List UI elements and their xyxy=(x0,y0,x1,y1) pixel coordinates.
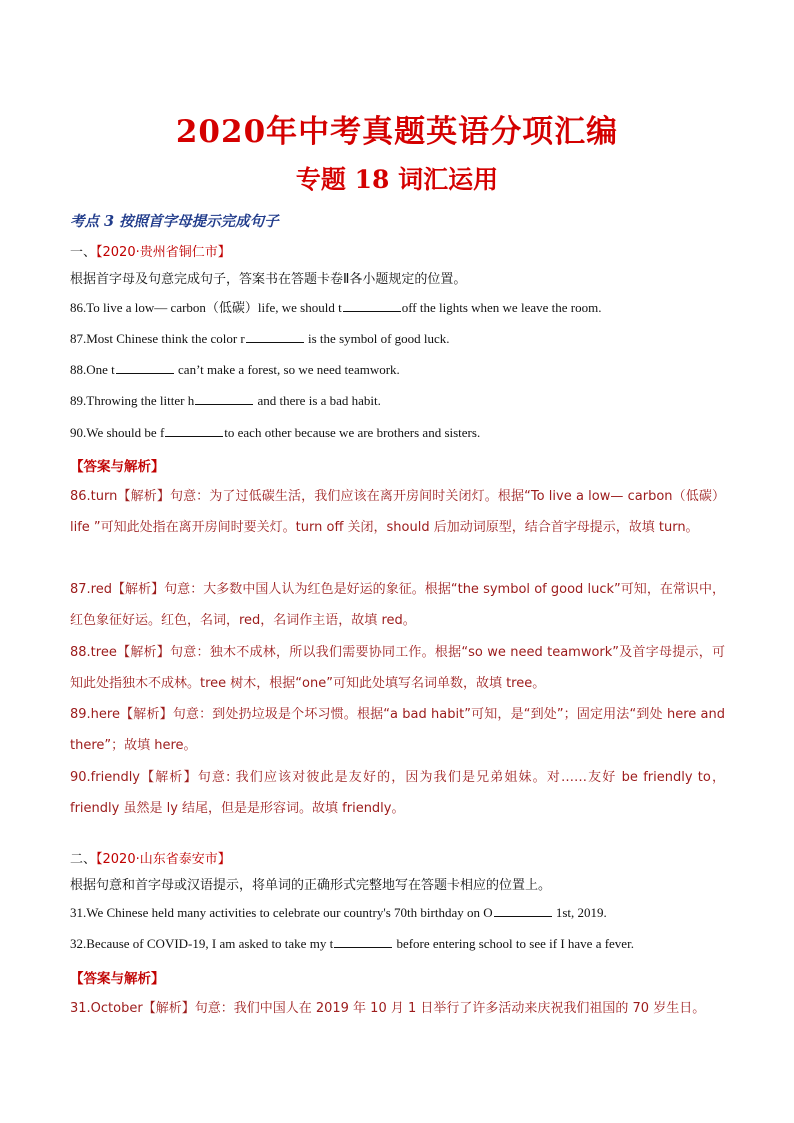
question-88 xyxy=(70,361,730,379)
question-31 xyxy=(70,904,730,922)
question-32-text: 32.Because of COVID-19, I am asked to take my t xyxy=(70,936,334,951)
part1-answer-header: 【答案与解析】 xyxy=(70,459,165,475)
part2-header-prefix: 二、 xyxy=(70,852,97,867)
part2-instruction: 根据句意和首字母或汉语提示，将单词的正确形式完整地写在答题卡相应的位置上。 xyxy=(70,878,552,893)
part1-instruction: 根据首字母及句意完成句子，答案书在答题卡卷Ⅱ各小题规定的位置。 xyxy=(70,272,467,287)
answer-89: 89.here【解析】句意：到处扔垃圾是个坏习惯。根据“a bad habit”可知，是“到处”；固定用法“到处 here and there”；故填 here。 xyxy=(70,707,725,753)
answer-86: 86.turn【解析】句意：为了过低碳生活，我们应该在离开房间时关闭灯。根据“To live a low— carbon（低碳）life ”可知此处指在离开房间时要关灯。turn off 关闭，should 后加动词原型，结合首字母提示，故填 turn。 xyxy=(70,489,725,535)
question-89 xyxy=(70,392,730,410)
question-32-text-end: before entering school to see if I have a fever. xyxy=(393,936,634,951)
answer-blank xyxy=(246,330,304,343)
answer-87: 87.red【解析】句意：大多数中国人认为红色是好运的象征。根据“the symbol of good luck”可知，在常识中，红色象征好运。红色，名词，red，名词作主语，故填 red。 xyxy=(70,582,725,628)
question-86 xyxy=(70,299,730,317)
answer-blank xyxy=(116,361,174,374)
answer-blank xyxy=(494,904,552,917)
answer-blank xyxy=(165,424,223,437)
answer-31: 31.October【解析】句意：我们中国人在 2019 年 10 月 1 日举行了许多活动来庆祝我们祖国的 70 岁生日。 xyxy=(70,1001,706,1016)
document-subtitle: 专题 18 词汇运用 xyxy=(295,165,499,194)
question-31-text-end: 1st, 2019. xyxy=(552,905,607,920)
question-90 xyxy=(70,424,730,442)
question-87-text-end: is the symbol of good luck. xyxy=(304,331,450,346)
question-89-text-end: and there is a bad habit. xyxy=(254,393,381,408)
question-86-text-end: off the lights when we leave the room. xyxy=(401,300,602,315)
question-86-text: 86.To live a low— carbon（低碳）life, we should t xyxy=(70,300,342,315)
question-89-text: 89.Throwing the litter h xyxy=(70,393,195,408)
document-title: 2020年中考真题英语分项汇编 xyxy=(175,114,619,150)
question-90-text-end: to each other because we are brothers and sisters. xyxy=(224,425,481,440)
question-90-text: 90.We should be f xyxy=(70,425,165,440)
question-88-text: 88.One t xyxy=(70,362,115,377)
question-87 xyxy=(70,330,730,348)
answer-blank xyxy=(343,299,401,312)
question-32 xyxy=(70,935,730,953)
part2-header xyxy=(70,848,231,867)
answer-blank xyxy=(334,935,392,948)
part2-source-tag: 【2020·山东省泰安市】 xyxy=(96,852,231,867)
answer-blank xyxy=(195,392,253,405)
answer-88: 88.tree【解析】句意：独木不成林，所以我们需要协同工作。根据“so we need teamwork”及首字母提示，可知此处指独木不成林。tree 树木，根据“one”可知此处填写名词单数，故填 tree。 xyxy=(70,645,725,691)
part1-source-tag: 【2020·贵州省铜仁市】 xyxy=(96,245,231,260)
question-87-text: 87.Most Chinese think the color r xyxy=(70,331,245,346)
part1-header-prefix: 一、 xyxy=(70,245,97,260)
part2-answer-header: 【答案与解析】 xyxy=(70,971,165,987)
part1-header xyxy=(70,241,231,260)
question-31-text: 31.We Chinese held many activities to celebrate our country's 70th birthday on O xyxy=(70,905,493,920)
question-88-text-end: can’t make a forest, so we need teamwork. xyxy=(174,362,400,377)
answer-90: 90.friendly【解析】句意: 我们应该对彼此是友好的，因为我们是兄弟姐妹。对……友好 be friendly to，friendly 虽然是 ly 结尾，但是是形容词。故填 friendly。 xyxy=(70,770,725,816)
section-heading: 考点 3 按照首字母提示完成句子 xyxy=(70,213,279,230)
